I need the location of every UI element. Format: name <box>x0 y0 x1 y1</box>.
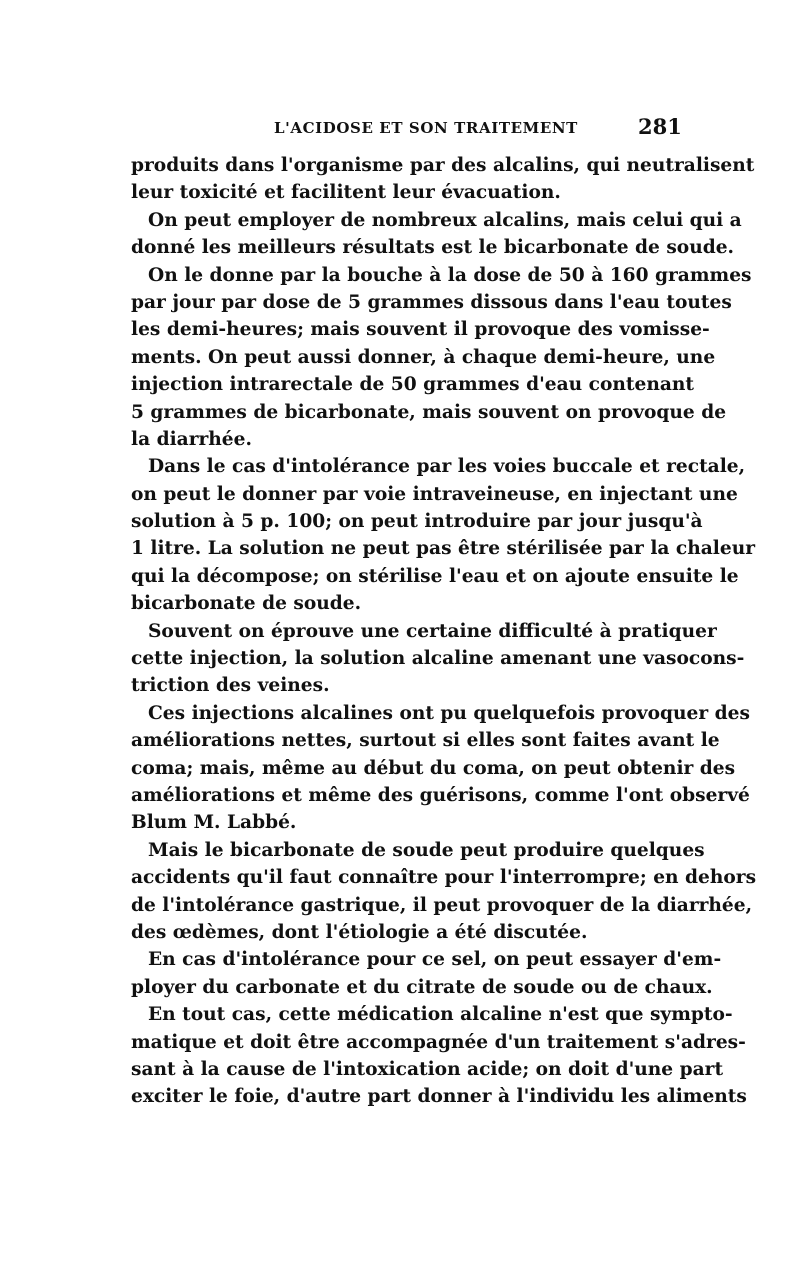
text-line: ployer du carbonate et du citrate de soude ou de chaux. <box>131 976 713 998</box>
text-line: produits dans l'organisme par des alcalins, qui neutralisent <box>131 155 755 176</box>
text-line: matique et doit être accompagnée d'un traitement s'adres- <box>131 1031 746 1053</box>
text-line: accidents qu'il faut connaître pour l'interrompre; en dehors <box>131 867 757 889</box>
text-line: sant à la cause de l'intoxication acide; on doit d'une part <box>131 1058 724 1080</box>
text-line: Ces injections alcalines ont pu quelquefois provoquer des <box>148 702 750 724</box>
page-number: 281 <box>638 114 682 139</box>
text-line: des œdèmes, dont l'étiologie a été discutée. <box>131 921 588 943</box>
text-line: par jour par dose de 5 grammes dissous dans l'eau toutes <box>131 291 732 313</box>
text-line: ments. On peut aussi donner, à chaque demi-heure, une <box>131 346 716 368</box>
text-line: améliorations nettes, surtout si elles sont faites avant le <box>131 730 720 752</box>
text-line: bicarbonate de soude. <box>131 593 362 615</box>
text-line: de l'intolérance gastrique, il peut provoquer de la diarrhée, <box>131 894 753 916</box>
running-head <box>0 114 800 140</box>
text-line: 5 grammes de bicarbonate, mais souvent on provoque de <box>131 401 727 423</box>
text-line: exciter le foie, d'autre part donner à l'individu les aliments <box>131 1086 747 1108</box>
text-line: On peut employer de nombreux alcalins, mais celui qui a <box>148 209 742 231</box>
text-line: on peut le donner par voie intraveineuse, en injectant une <box>131 483 738 505</box>
text-line: Blum M. Labbé. <box>131 812 297 834</box>
text-line: améliorations et même des guérisons, comme l'ont observé <box>131 784 750 806</box>
text-line: coma; mais, même au début du coma, on peut obtenir des <box>131 757 736 779</box>
text-line: Dans le cas d'intolérance par les voies buccale et rectale, <box>148 456 746 478</box>
text-line: En cas d'intolérance pour ce sel, on peut essayer d'em- <box>148 949 722 971</box>
body-text <box>131 152 757 1111</box>
text-line: leur toxicité et facilitent leur évacuation. <box>131 182 561 204</box>
text-line: Souvent on éprouve une certaine difficulté à pratiquer <box>148 620 717 642</box>
text-line: les demi-heures; mais souvent il provoque des vomisse- <box>131 319 710 341</box>
text-line: la diarrhée. <box>131 428 252 450</box>
text-line: injection intrarectale de 50 grammes d'eau contenant <box>131 374 694 396</box>
text-line: On le donne par la bouche à la dose de 50 à 160 grammes <box>148 264 752 286</box>
text-line: triction des veines. <box>131 675 330 697</box>
text-line: solution à 5 p. 100; on peut introduire par jour jusqu'à <box>131 511 703 533</box>
text-line: En tout cas, cette médication alcaline n'est que sympto- <box>148 1004 733 1026</box>
text-line: 1 litre. La solution ne peut pas être stérilisée par la chaleur <box>131 538 756 560</box>
text-line: qui la décompose; on stérilise l'eau et on ajoute ensuite le <box>131 565 739 587</box>
text-line: donné les meilleurs résultats est le bicarbonate de soude. <box>131 237 735 259</box>
text-line: cette injection, la solution alcaline amenant une vasocons- <box>131 648 745 670</box>
running-head-title: L'ACIDOSE ET SON TRAITEMENT <box>274 119 578 137</box>
text-line: Mais le bicarbonate de soude peut produire quelques <box>148 839 705 861</box>
